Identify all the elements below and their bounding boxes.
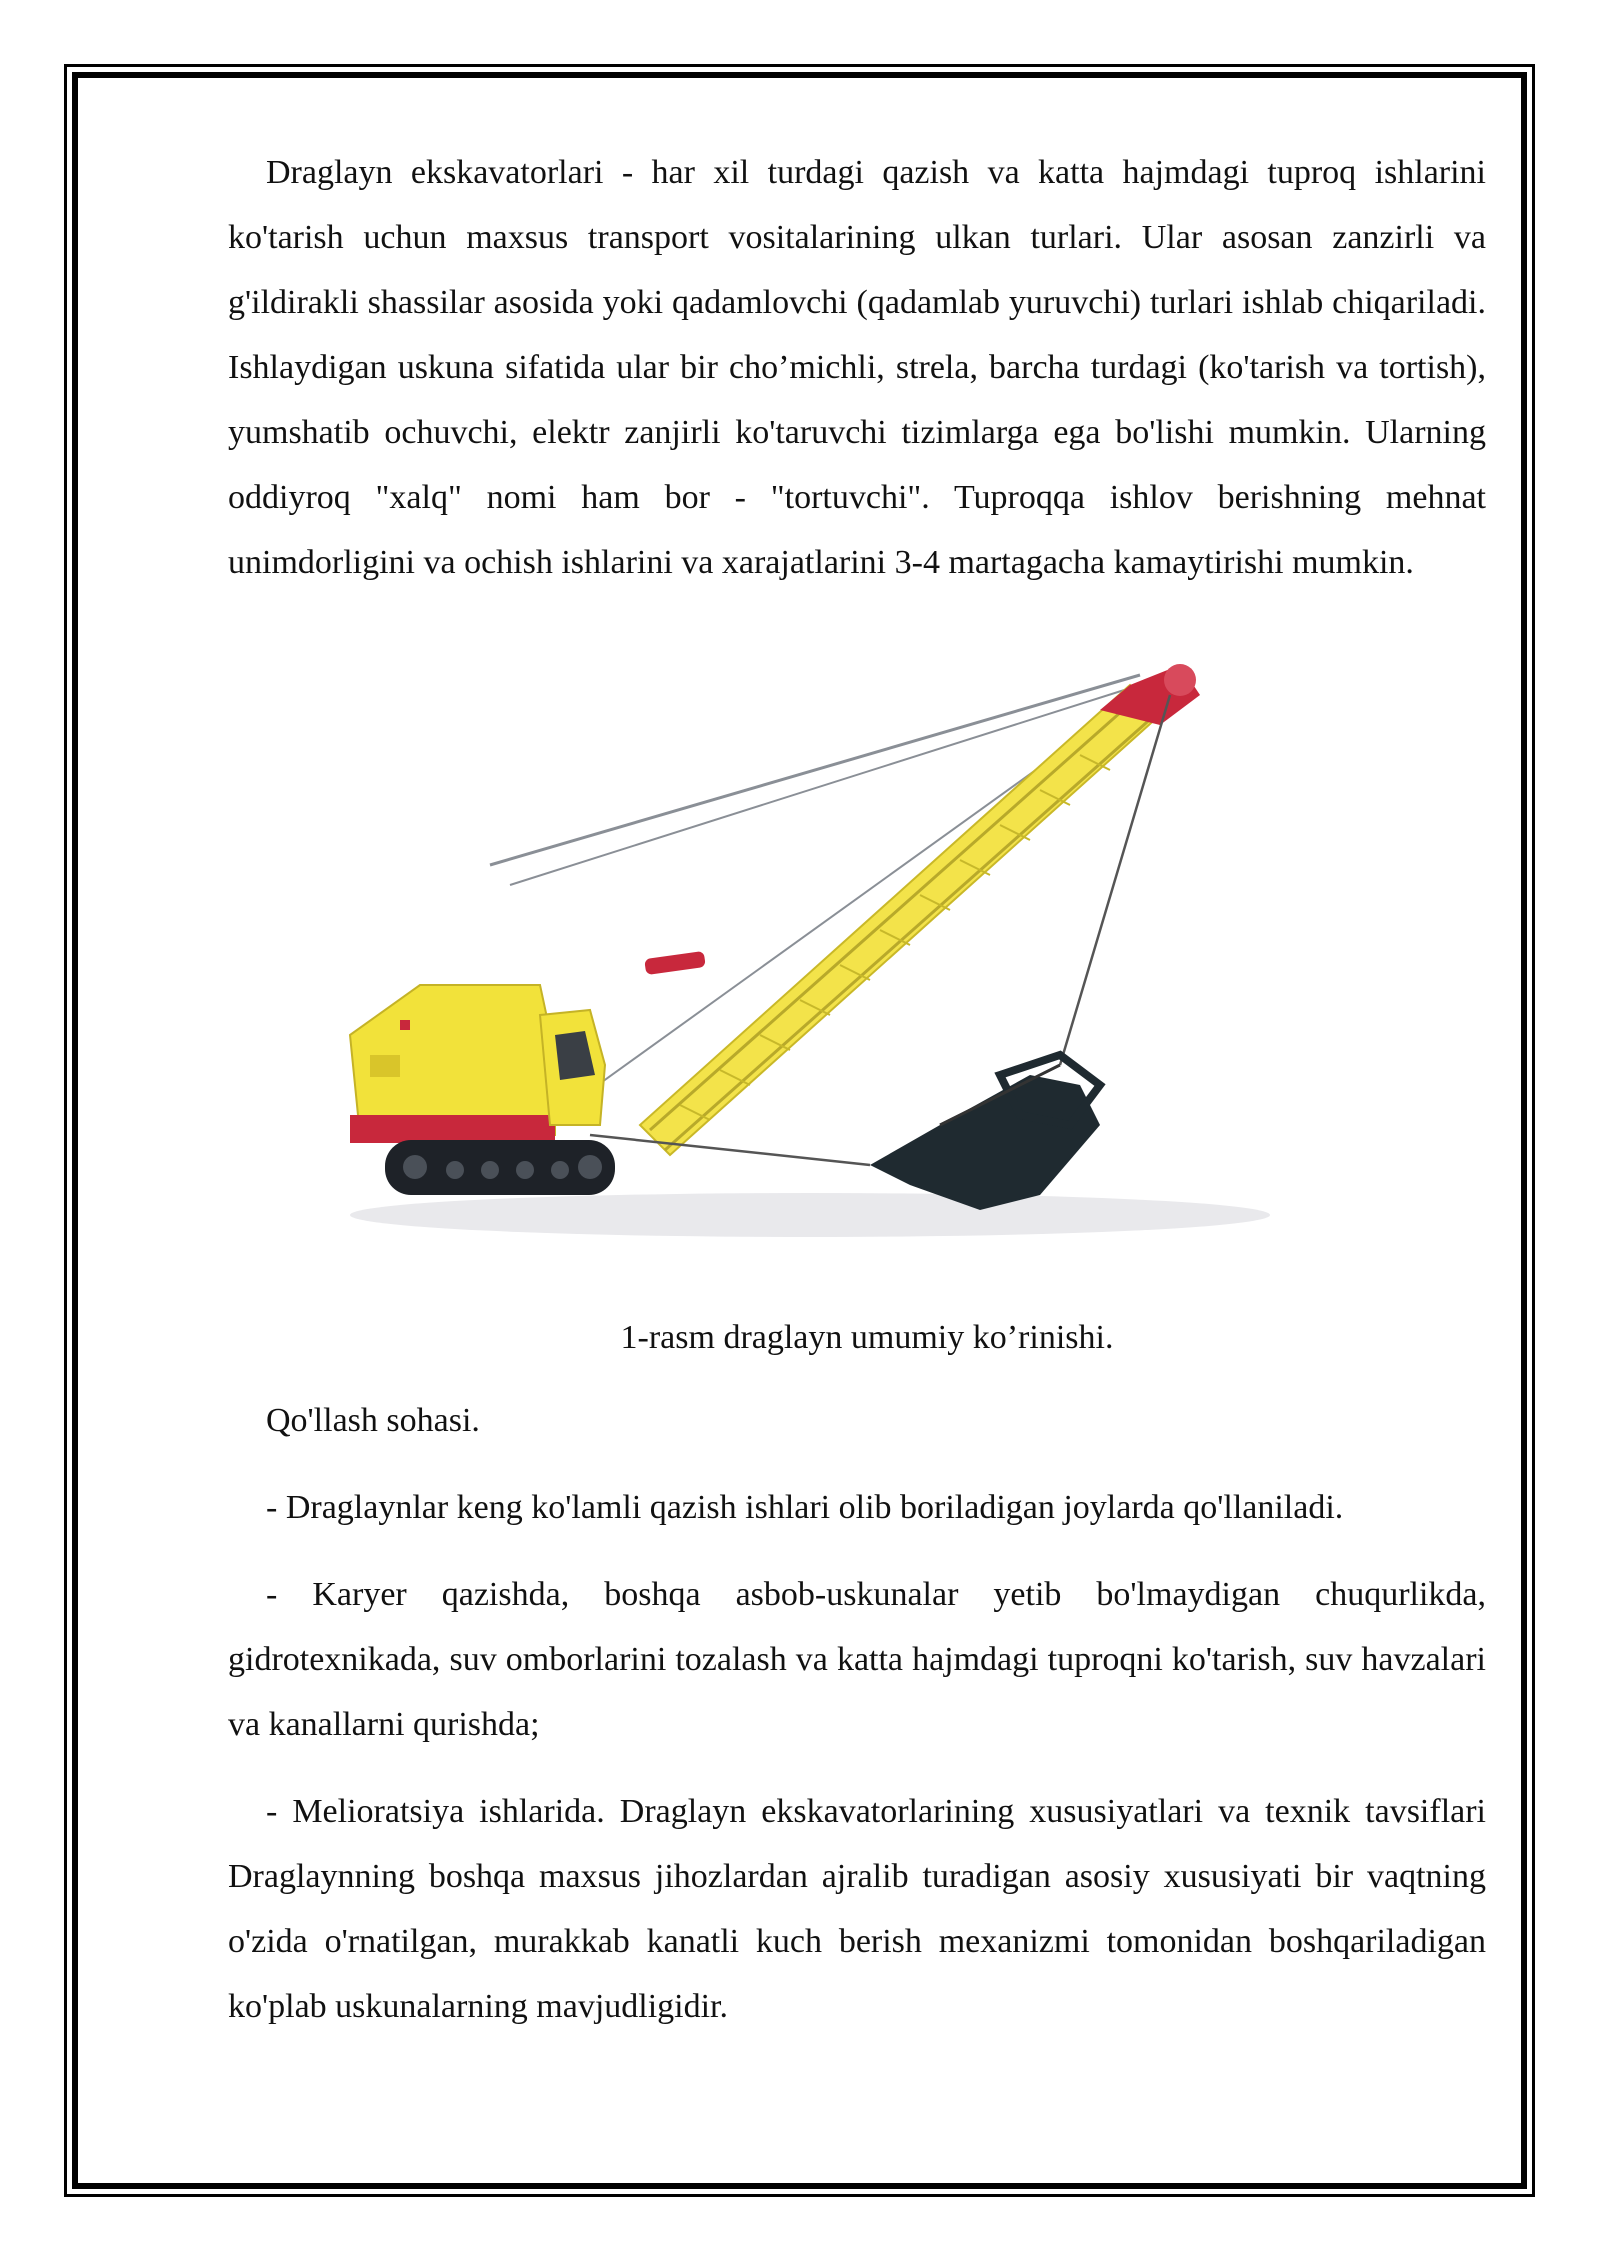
equaliser	[644, 951, 706, 975]
drag-rope	[590, 1135, 870, 1165]
figure	[228, 595, 1486, 1305]
machine-house	[350, 985, 605, 1143]
dragline-excavator-image	[340, 655, 1280, 1275]
document-body	[228, 140, 1486, 2039]
crawler-tracks	[385, 1140, 615, 1195]
figure-caption: 1-rasm draglayn umumiy ko’rinishi.	[620, 1319, 1114, 1356]
intro-paragraph: Draglayn ekskavatorlari - har xil turdagi qazish va katta hajmdagi tuproq ishlarini ko'tarish uchun maxsus transport vositalarining ulkan turlari. Ular asosan zanzirli va g'ildirakli shassilar asosida yoki qadamlovchi (qadamlab yuruvchi) turlari ishlab chiqariladi. Ishlaydigan uskuna sifatida ular bir cho’michli, strela, barcha turdagi (ko'tarish va tortish), yumshatib ochuvchi, elektr zanjirli ko'taruvchi tizimlarga ega bo'lishi mumkin. Ularning oddiyroq "xalq" nomi ham bor - "tortuvchi". Tuproqqa ishlov berishning mehnat unimdorligini va ochish ishlarini va xarajatlarini 3-4 martagacha kamaytirishi mumkin.	[228, 154, 1486, 581]
section-heading: Qo'llash sohasi.	[266, 1402, 480, 1439]
list-item: - Melioratsiya ishlarida. Draglayn ekskavatorlarining xususiyatlari va texnik tavsiflari Draglaynning boshqa maxsus jihozlardan ajralib turadigan asosiy xususiyati bir vaqtning o'zida o'rnatilgan, murakkab kanatli kuch berish mexanizmi tomonidan boshqariladigan ko'plab uskunalarning mavjudligidir.	[228, 1793, 1486, 2025]
list-item: - Draglaynlar keng ko'lamli qazish ishlari olib boriladigan joylarda qo'llaniladi.	[266, 1489, 1344, 1526]
list-item: - Karyer qazishda, boshqa asbob-uskunalar yetib bo'lmaydigan chuqurlikda, gidrotexnikada, suv omborlarini tozalash va katta hajmdagi tuproqni ko'tarish, suv havzalari va kanallarni qurishda;	[228, 1576, 1486, 1743]
boom	[640, 664, 1200, 1155]
ground-shadow	[350, 1193, 1270, 1237]
bucket	[870, 1055, 1100, 1210]
